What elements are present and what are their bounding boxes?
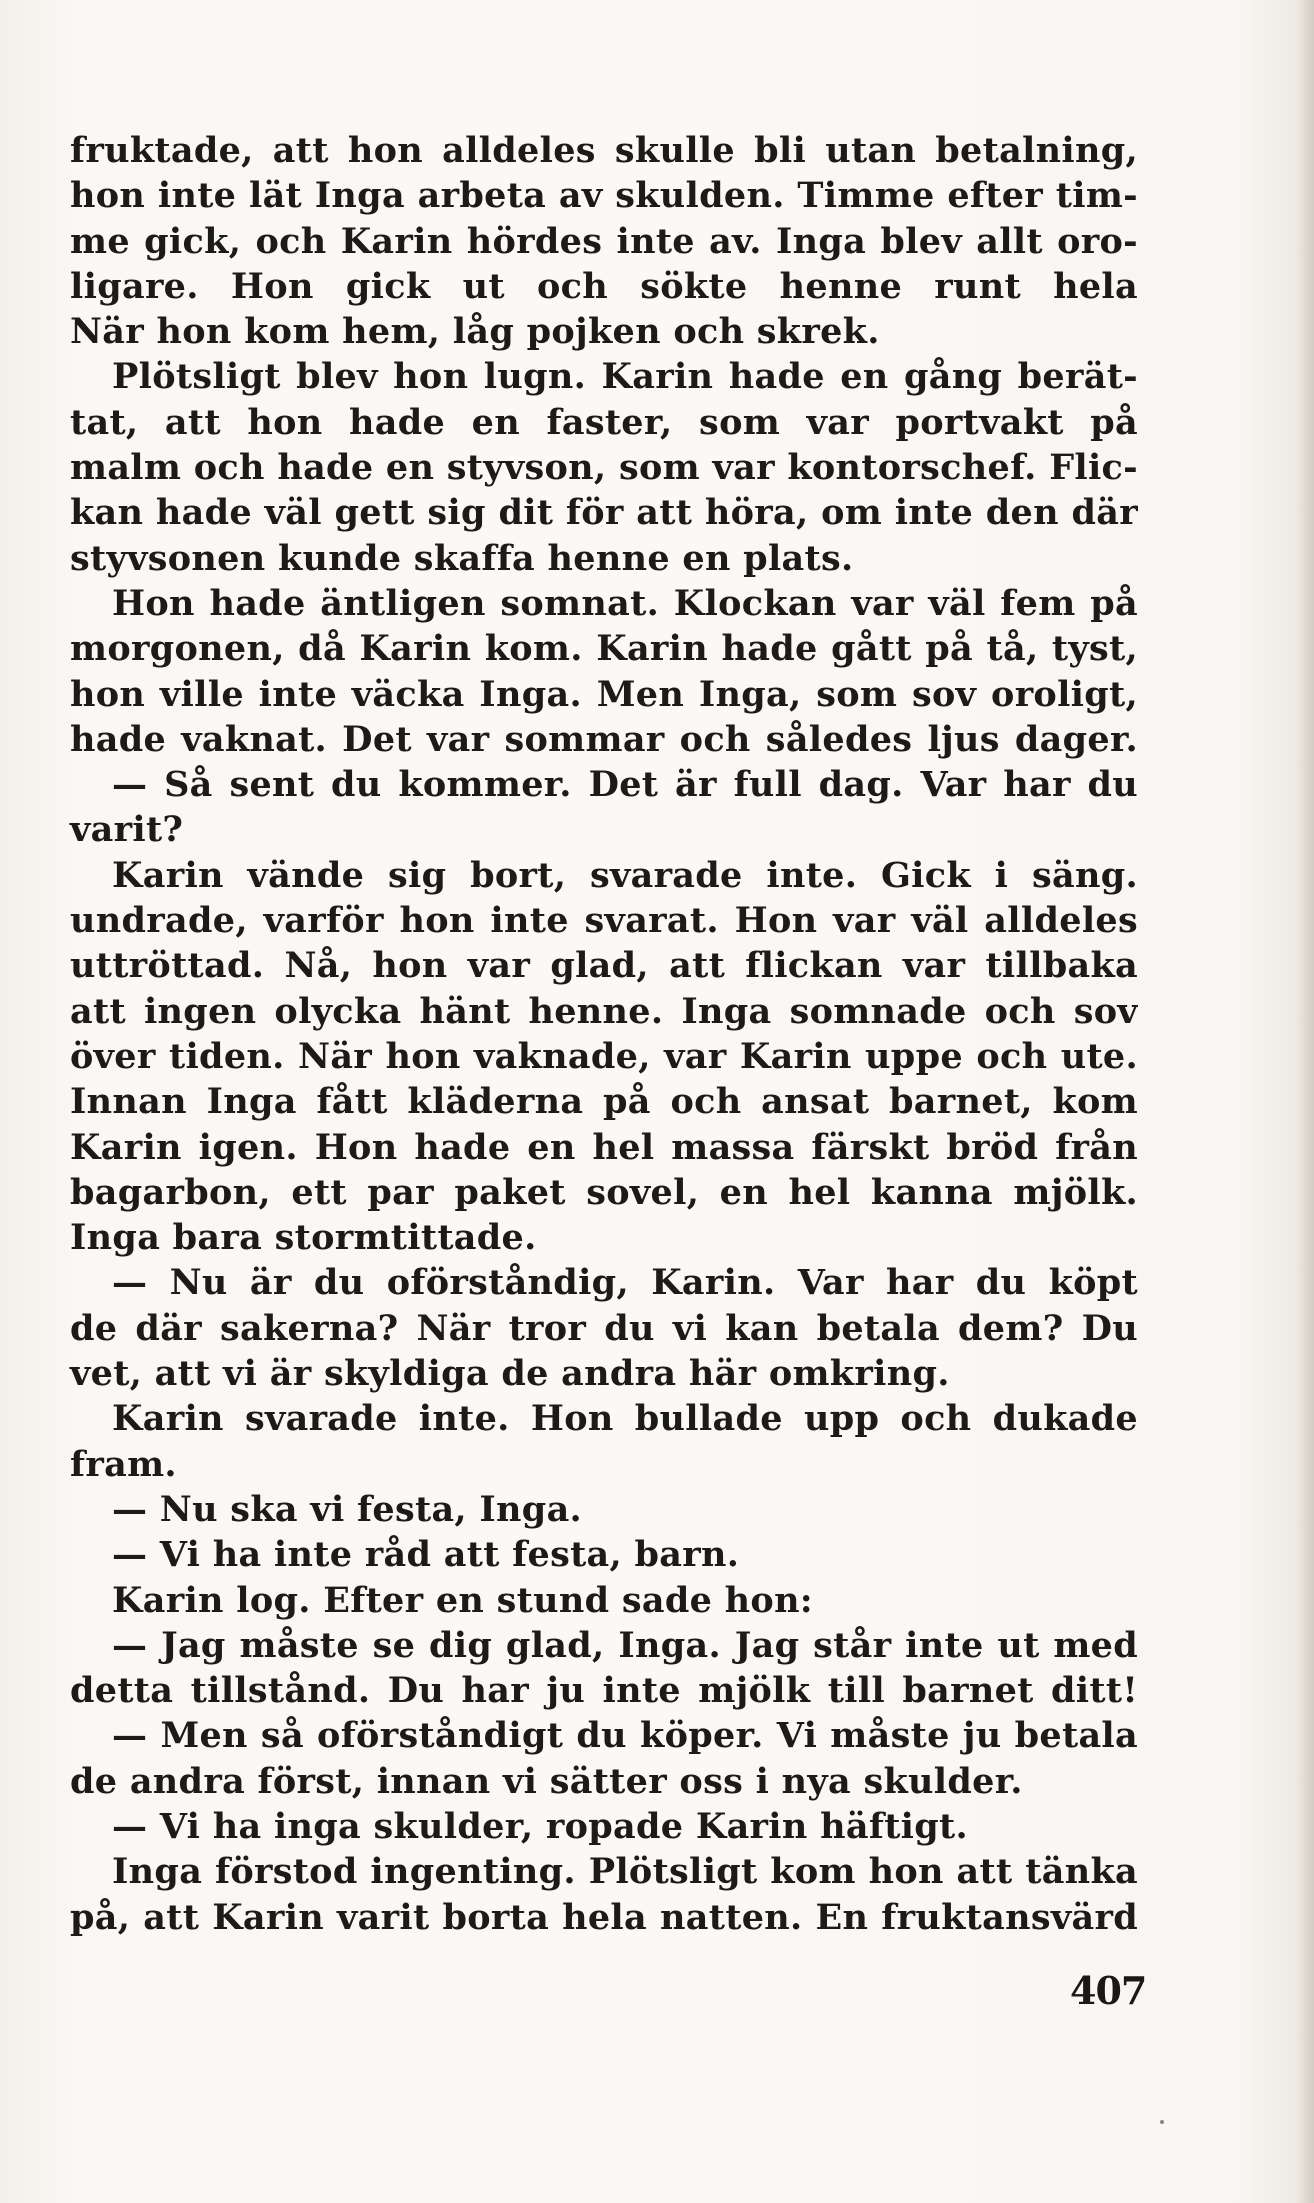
text-line: me gick, och Karin hördes inte av. Inga blev allt oro- [70, 220, 1138, 262]
text-line: kan hade väl gett sig dit för att höra, om inte den där [70, 492, 1138, 534]
print-speck [1160, 2120, 1164, 2124]
text-line: — Jag måste se dig glad, Inga. Jag står inte ut med [112, 1624, 1138, 1666]
text-line: detta tillstånd. Du har ju inte mjölk till barnet ditt! [70, 1670, 1138, 1712]
text-line: Karin svarade inte. Hon bullade upp och dukade [112, 1398, 1138, 1440]
text-line: — Vi ha inga skulder, ropade Karin häftigt. [112, 1805, 968, 1847]
text-line: ligare. Hon gick ut och sökte henne runt hela [70, 265, 1138, 307]
text-line: tat, att hon hade en faster, som var portvakt på [70, 401, 1138, 443]
page-number: 407 [1070, 1968, 1147, 2013]
text-line: Innan Inga fått kläderna på och ansat barnet, kom [70, 1081, 1138, 1123]
text-line: malm och hade en styvson, som var kontorschef. Flic- [70, 447, 1138, 489]
text-line: hon ville inte väcka Inga. Men Inga, som sov oroligt, [70, 673, 1138, 715]
text-line: Inga förstod ingenting. Plötsligt kom hon att tänka [112, 1851, 1138, 1893]
text-line: morgonen, då Karin kom. Karin hade gått på tå, tyst, [70, 628, 1138, 670]
text-line: Inga bara stormtittade. [70, 1217, 537, 1259]
text-line: — Men så oförståndigt du köper. Vi måste ju betala [112, 1715, 1138, 1757]
body-text [70, 128, 1138, 1940]
text-line: varit? [70, 809, 184, 851]
text-line: — Vi ha inte råd att festa, barn. [112, 1534, 740, 1576]
text-line: styvsonen kunde skaffa henne en plats. [70, 537, 854, 579]
text-line: uttröttad. Nå, hon var glad, att flickan var tillbaka [70, 945, 1138, 987]
text-line: de andra först, innan vi sätter oss i nya skulder. [70, 1760, 1023, 1802]
text-line: Hon hade äntligen somnat. Klockan var väl fem på [112, 582, 1138, 624]
text-line: fram. [70, 1443, 177, 1485]
text-line: — Så sent du kommer. Det är full dag. Var har du [112, 764, 1138, 806]
text-line: hon inte lät Inga arbeta av skulden. Timme efter tim- [70, 175, 1138, 217]
text-line: undrade, varför hon inte svarat. Hon var väl alldeles [70, 900, 1138, 942]
page-edge-shadow [1296, 0, 1314, 2203]
text-line: hade vaknat. Det var sommar och således ljus dager. [70, 718, 1138, 760]
text-line: Karin vände sig bort, svarade inte. Gick i säng. [112, 854, 1138, 896]
text-line: Plötsligt blev hon lugn. Karin hade en gång berät- [112, 356, 1138, 398]
text-line: — Nu ska vi festa, Inga. [112, 1488, 583, 1530]
text-line: Karin log. Efter en stund sade hon: [112, 1579, 814, 1621]
text-line: vet, att vi är skyldiga de andra här omkring. [70, 1353, 950, 1395]
text-line: på, att Karin varit borta hela natten. En fruktansvärd [70, 1896, 1138, 1938]
text-line: över tiden. När hon vaknade, var Karin uppe och ute. [70, 1035, 1138, 1077]
text-line: fruktade, att hon alldeles skulle bli utan betalning, [70, 130, 1138, 171]
text-line: de där sakerna? När tror du vi kan betala dem? Du [70, 1307, 1138, 1349]
text-line: — Nu är du oförståndig, Karin. Var har du köpt [112, 1262, 1138, 1304]
text-line: bagarbon, ett par paket sovel, en hel kanna mjölk. [70, 1171, 1138, 1213]
text-line: att ingen olycka hänt henne. Inga somnade och sov [70, 990, 1138, 1032]
text-line: Karin igen. Hon hade en hel massa färskt bröd från [70, 1126, 1138, 1168]
text-line: När hon kom hem, låg pojken och skrek. [70, 311, 880, 353]
